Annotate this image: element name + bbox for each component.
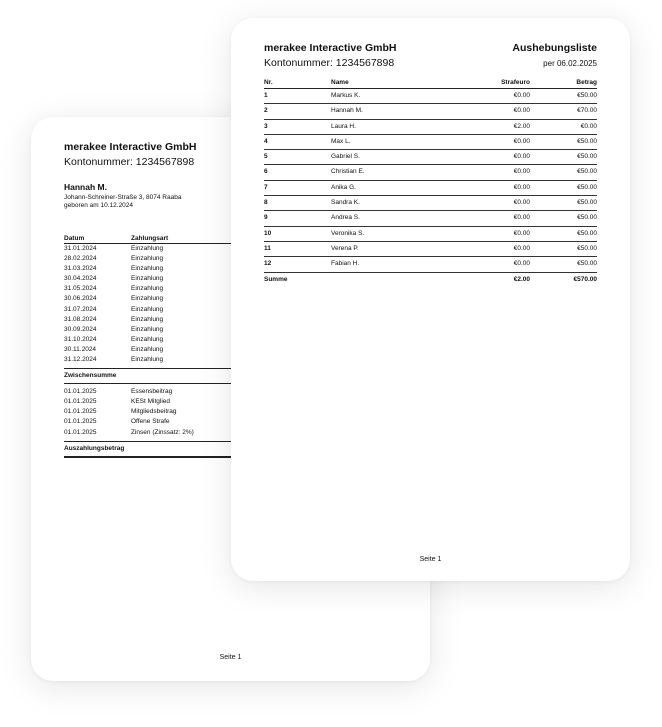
row-amount: €50.00 — [577, 229, 597, 237]
row-name: Hannah M. — [331, 107, 363, 115]
payout-row: Auszahlungsbetrag — [64, 441, 430, 458]
row-date: 31.03.2024 — [64, 265, 97, 273]
row-date: 31.10.2024 — [64, 335, 97, 343]
row-date: 30.11.2024 — [64, 345, 97, 353]
row-name: Verena P. — [331, 244, 359, 252]
row-date: 30.09.2024 — [64, 325, 97, 333]
company-name: merakee Interactive GmbH — [264, 42, 397, 54]
row-date: 28.02.2024 — [64, 255, 97, 263]
document-title: Aushebungsliste — [512, 42, 597, 54]
row-payment-type: Einzahlung — [131, 335, 164, 343]
payout-rows — [264, 89, 597, 273]
account-number: Kontonummer: 1234567898 — [264, 57, 395, 69]
row-number: 3 — [264, 122, 268, 130]
page-number: Seite 1 — [219, 654, 242, 661]
subtotal-row: Zwischensumme — [64, 368, 430, 384]
row-number: 6 — [264, 168, 268, 176]
header-fine: Strafeuro — [501, 79, 530, 86]
row-payment-type: Einzahlung — [131, 356, 164, 364]
row-name: Andrea S. — [331, 214, 360, 222]
table-row — [264, 227, 597, 242]
row-amount: €50.00 — [577, 153, 597, 161]
row-amount: €50.00 — [577, 92, 597, 99]
table-row — [264, 211, 597, 226]
total-amount: €570.00 — [573, 275, 597, 283]
row-payment-type: Zinsen (Zinssatz: 2%) — [131, 428, 194, 436]
row-name: Sandra K. — [331, 199, 360, 207]
row-number: 9 — [264, 214, 268, 222]
row-date: 01.01.2025 — [64, 398, 97, 406]
row-payment-type: Einzahlung — [131, 345, 164, 353]
table-header — [264, 77, 597, 89]
member-address: Johann-Schreiner-Straße 3, 8074 Raaba — [64, 194, 182, 201]
row-fine: €0.00 — [513, 260, 530, 268]
table-row — [264, 135, 597, 150]
row-payment-type: Einzahlung — [131, 315, 164, 323]
row-amount: €50.00 — [577, 199, 597, 207]
table-row — [264, 242, 597, 257]
row-date: 31.07.2024 — [64, 305, 97, 313]
table-row — [264, 120, 597, 135]
row-number: 2 — [264, 107, 268, 115]
row-name: Max L. — [331, 137, 351, 145]
header-date: Datum — [64, 235, 85, 242]
row-date: 01.01.2025 — [64, 428, 97, 436]
row-date: 30.04.2024 — [64, 275, 97, 283]
member-birthdate: geboren am 10.12.2024 — [64, 202, 134, 209]
row-fine: €2.00 — [513, 122, 530, 130]
header-amount: Betrag — [576, 79, 597, 86]
row-payment-type: Einzahlung — [131, 285, 164, 293]
row-date: 31.12.2024 — [64, 356, 97, 364]
payout-table — [264, 77, 597, 287]
table-row — [264, 89, 597, 104]
row-amount: €50.00 — [577, 183, 597, 191]
table-row — [264, 165, 597, 180]
row-payment-type: Einzahlung — [131, 265, 164, 273]
row-payment-type: Einzahlung — [131, 295, 164, 303]
row-payment-type: Einzahlung — [131, 305, 164, 313]
row-payment-type: Einzahlung — [131, 255, 164, 263]
row-amount: €0.00 — [580, 122, 597, 130]
list-title-block — [512, 42, 597, 70]
row-payment-type: Einzahlung — [131, 245, 164, 252]
statement-header — [64, 141, 196, 169]
row-date: 01.01.2025 — [64, 388, 97, 396]
row-name: Fabian H. — [331, 260, 360, 268]
row-fine: €0.00 — [513, 137, 530, 145]
row-name: Markus K. — [331, 92, 361, 99]
table-row — [264, 181, 597, 196]
row-payment-type: Einzahlung — [131, 275, 164, 283]
account-number: Kontonummer: 1234567898 — [64, 156, 195, 168]
row-fine: €0.00 — [513, 244, 530, 252]
table-row — [264, 257, 597, 272]
row-number: 7 — [264, 183, 268, 191]
row-date: 31.01.2024 — [64, 245, 97, 252]
row-payment-type: Mitgliedsbeitrag — [131, 408, 177, 416]
row-amount: €50.00 — [577, 260, 597, 268]
list-header — [264, 42, 396, 70]
company-name: merakee Interactive GmbH — [64, 141, 197, 153]
total-spacer — [331, 273, 430, 287]
row-number: 11 — [264, 244, 271, 252]
member-info — [64, 182, 181, 210]
row-payment-type: Essensbeitrag — [131, 388, 173, 396]
header-name: Name — [331, 79, 349, 86]
row-payment-type: KESt Mitglied — [131, 398, 171, 406]
row-payment-type: Einzahlung — [131, 325, 164, 333]
row-name: Gabriel S. — [331, 153, 360, 161]
row-name: Laura H. — [331, 122, 356, 130]
total-row — [264, 273, 597, 287]
row-fine: €0.00 — [513, 199, 530, 207]
row-fine: €0.00 — [513, 183, 530, 191]
table-row — [264, 196, 597, 211]
row-amount: €50.00 — [577, 137, 597, 145]
row-payment-type: Offene Strafe — [131, 418, 170, 426]
row-date: 01.01.2025 — [64, 408, 97, 416]
row-amount: €50.00 — [577, 214, 597, 222]
row-number: 4 — [264, 137, 268, 145]
row-number: 1 — [264, 92, 268, 99]
row-number: 8 — [264, 199, 268, 207]
row-number: 10 — [264, 229, 272, 237]
page-number: Seite 1 — [419, 556, 442, 563]
table-row — [264, 104, 597, 119]
row-date: 31.05.2024 — [64, 285, 97, 293]
row-amount: €50.00 — [577, 168, 597, 176]
table-row — [264, 150, 597, 165]
row-amount: €70.00 — [577, 107, 597, 115]
row-name: Christian E. — [331, 168, 365, 176]
row-fine: €0.00 — [513, 153, 530, 161]
row-fine: €0.00 — [513, 92, 530, 99]
row-amount: €50.00 — [577, 244, 597, 252]
row-number: 12 — [264, 260, 272, 268]
row-date: 31.08.2024 — [64, 315, 97, 323]
row-fine: €0.00 — [513, 214, 530, 222]
payout-list-page — [231, 18, 630, 581]
header-payment-type: Zahlungsart — [131, 235, 169, 242]
total-fine: €2.00 — [513, 275, 530, 283]
row-date: 30.06.2024 — [64, 295, 97, 303]
row-fine: €0.00 — [513, 229, 530, 237]
total-label: Summe — [264, 275, 288, 283]
member-name: Hannah M. — [64, 182, 107, 192]
row-date: 01.01.2025 — [64, 418, 97, 426]
row-fine: €0.00 — [513, 107, 530, 115]
row-name: Anika G. — [331, 183, 356, 191]
row-name: Veronika S. — [331, 229, 365, 237]
row-number: 5 — [264, 153, 268, 161]
document-date: per 06.02.2025 — [543, 59, 597, 68]
header-number: Nr. — [264, 79, 273, 86]
row-fine: €0.00 — [513, 168, 530, 176]
